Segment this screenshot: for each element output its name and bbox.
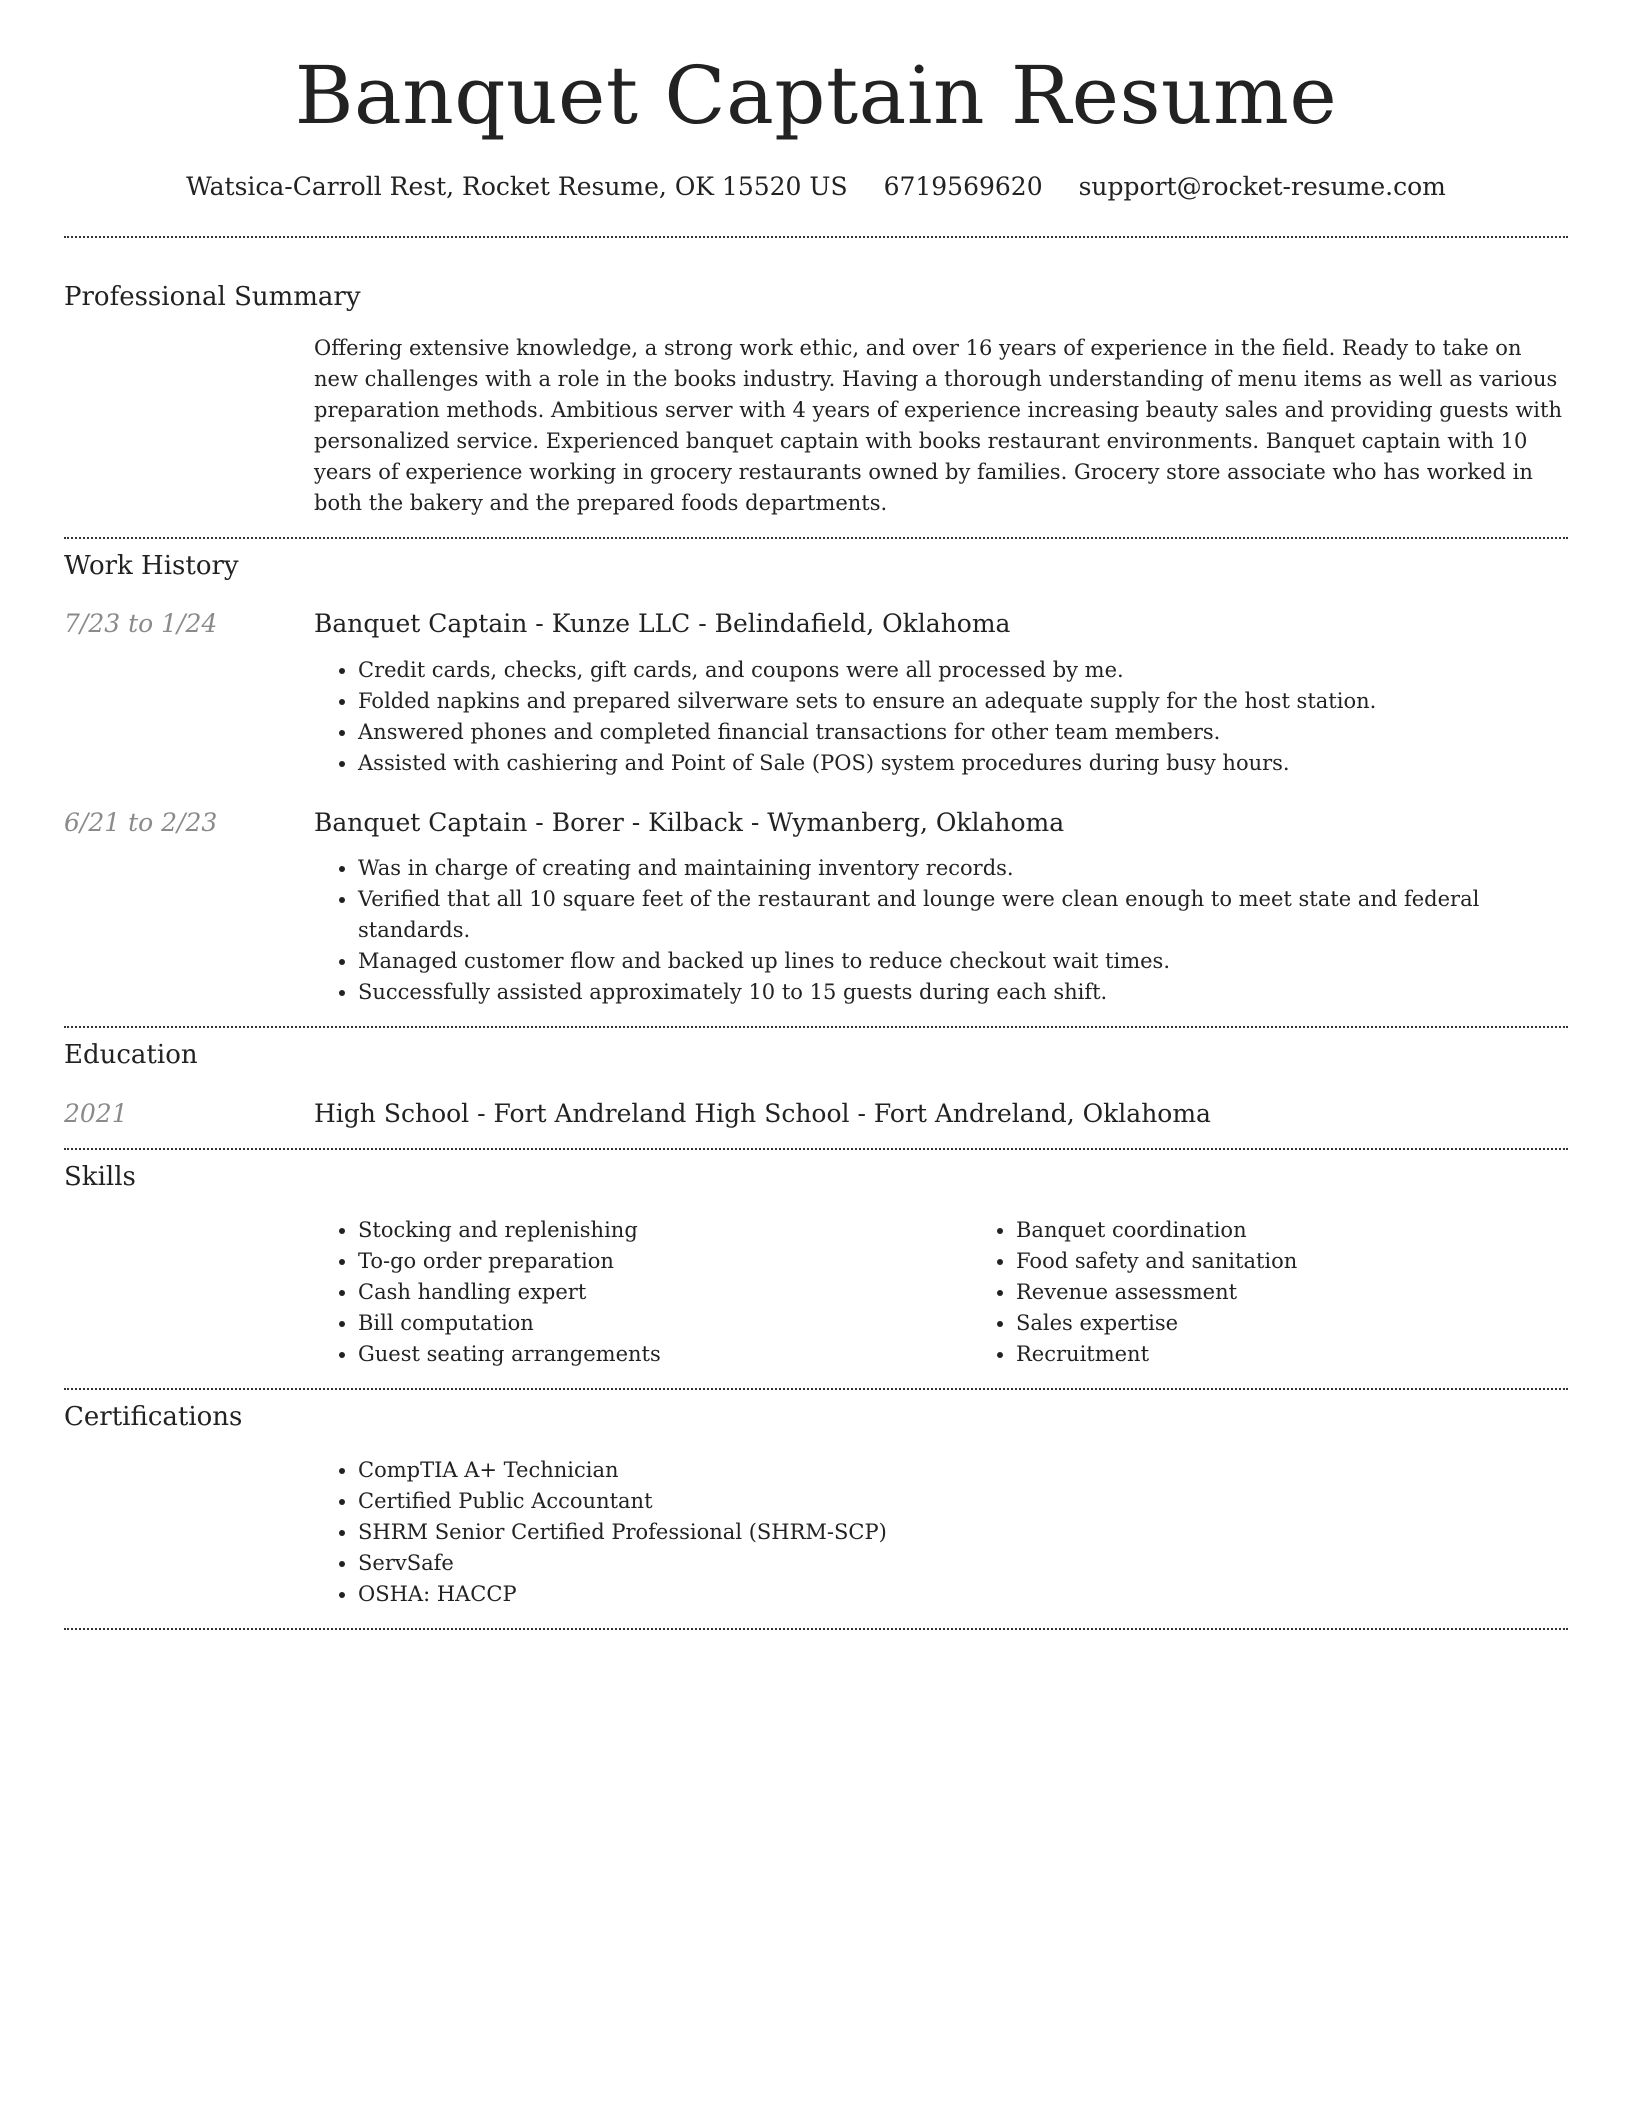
list-item: • To-go order preparation bbox=[358, 1246, 972, 1277]
list-item: • Folded napkins and prepared silverware sets to ensure an adequate supply for the host station. bbox=[358, 686, 1568, 717]
education-degree: High School bbox=[314, 1098, 470, 1128]
education-heading bbox=[314, 1098, 1568, 1131]
list-item: • Recruitment bbox=[1016, 1339, 1630, 1370]
education-details: - Fort Andreland High School - Fort Andreland, Oklahoma bbox=[469, 1098, 1211, 1128]
section-title-work: Work History bbox=[64, 551, 239, 582]
job-bullets bbox=[314, 853, 1568, 1008]
section-title-summary: Professional Summary bbox=[64, 282, 361, 312]
section-title-education: Education bbox=[64, 1040, 198, 1071]
list-item: • Banquet coordination bbox=[1016, 1215, 1630, 1246]
list-item: • OSHA: HACCP bbox=[358, 1579, 1568, 1610]
list-item: • Certified Public Accountant bbox=[358, 1486, 1568, 1517]
education-entry bbox=[64, 1098, 1568, 1131]
certifications-list bbox=[314, 1455, 1568, 1610]
list-item: • Credit cards, checks, gift cards, and coupons were all processed by me. bbox=[358, 655, 1568, 686]
list-item: • Revenue assessment bbox=[1016, 1277, 1630, 1308]
contact-email: support@rocket-resume.com bbox=[1078, 172, 1446, 201]
resume-title: Banquet Captain Resume bbox=[294, 49, 1338, 142]
list-item: • Answered phones and completed financial transactions for other team members. bbox=[358, 717, 1568, 748]
list-item: • Managed customer flow and backed up lines to reduce checkout wait times. bbox=[358, 946, 1568, 977]
list-item: • Sales expertise bbox=[1016, 1308, 1630, 1339]
list-item: • ServSafe bbox=[358, 1548, 1568, 1579]
contact-address: Watsica-Carroll Rest, Rocket Resume, OK 15520 US bbox=[186, 172, 848, 201]
list-item: • Was in charge of creating and maintaining inventory records. bbox=[358, 853, 1568, 884]
skills-list-right bbox=[972, 1215, 1630, 1370]
list-item: • Guest seating arrangements bbox=[358, 1339, 972, 1370]
skills-list-left bbox=[314, 1215, 972, 1370]
list-item: • Verified that all 10 square feet of the restaurant and lounge were clean enough to meet state and federal standards. bbox=[358, 884, 1568, 946]
list-item: • Cash handling expert bbox=[358, 1277, 972, 1308]
job-heading bbox=[314, 608, 1568, 641]
section-title-skills: Skills bbox=[64, 1162, 136, 1193]
job-bullets bbox=[314, 655, 1568, 779]
section-title-certifications: Certifications bbox=[64, 1402, 243, 1433]
list-item: • Successfully assisted approximately 10 to 15 guests during each shift. bbox=[358, 977, 1568, 1008]
education-section bbox=[64, 1028, 1568, 1130]
summary-body bbox=[314, 333, 1568, 519]
list-item: • Bill computation bbox=[358, 1308, 972, 1339]
work-section bbox=[64, 539, 1568, 1008]
contact-phone: 6719569620 bbox=[883, 172, 1043, 201]
list-item: • Stocking and replenishing bbox=[358, 1215, 972, 1246]
summary-text: Offering extensive knowledge, a strong work ethic, and over 16 years of experience in the field. Ready to take on new challenges with a role in the books industry. Having a thorough understanding of menu items as well as various preparation methods. Ambitious server with 4 years of experience increasing beauty sales and providing guests with personalized service. Experienced banquet captain with books restaurant environments. Banquet captain with 10 years of experience working in grocery restaurants owned by families. Grocery store associate who has worked in both the bakery and the prepared foods departments. bbox=[314, 336, 1562, 516]
list-item: • Food safety and sanitation bbox=[1016, 1246, 1630, 1277]
job-entry bbox=[64, 807, 1568, 1009]
list-item: • CompTIA A+ Technician bbox=[358, 1455, 1568, 1486]
education-year: 2021 bbox=[64, 1098, 128, 1128]
job-dates: 7/23 to 1/24 bbox=[64, 609, 218, 639]
skills-grid bbox=[314, 1215, 1630, 1370]
resume-header bbox=[64, 0, 1568, 202]
job-details: - Borer - Kilback - Wymanberg, Oklahoma bbox=[527, 807, 1065, 837]
job-details: - Kunze LLC - Belindafield, Oklahoma bbox=[527, 609, 1011, 639]
job-role: Banquet Captain bbox=[314, 609, 528, 639]
divider bbox=[64, 1628, 1568, 1630]
contact-line bbox=[64, 172, 1568, 202]
skills-section bbox=[64, 1150, 1568, 1370]
certifications-section bbox=[64, 1390, 1568, 1610]
job-role: Banquet Captain bbox=[314, 807, 528, 837]
list-item: • Assisted with cashiering and Point of Sale (POS) system procedures during busy hours. bbox=[358, 748, 1568, 779]
summary-section bbox=[64, 238, 1568, 519]
list-item: • SHRM Senior Certified Professional (SHRM-SCP) bbox=[358, 1517, 1568, 1548]
job-heading bbox=[314, 807, 1568, 840]
job-entry bbox=[64, 608, 1568, 779]
job-dates: 6/21 to 2/23 bbox=[64, 807, 218, 837]
